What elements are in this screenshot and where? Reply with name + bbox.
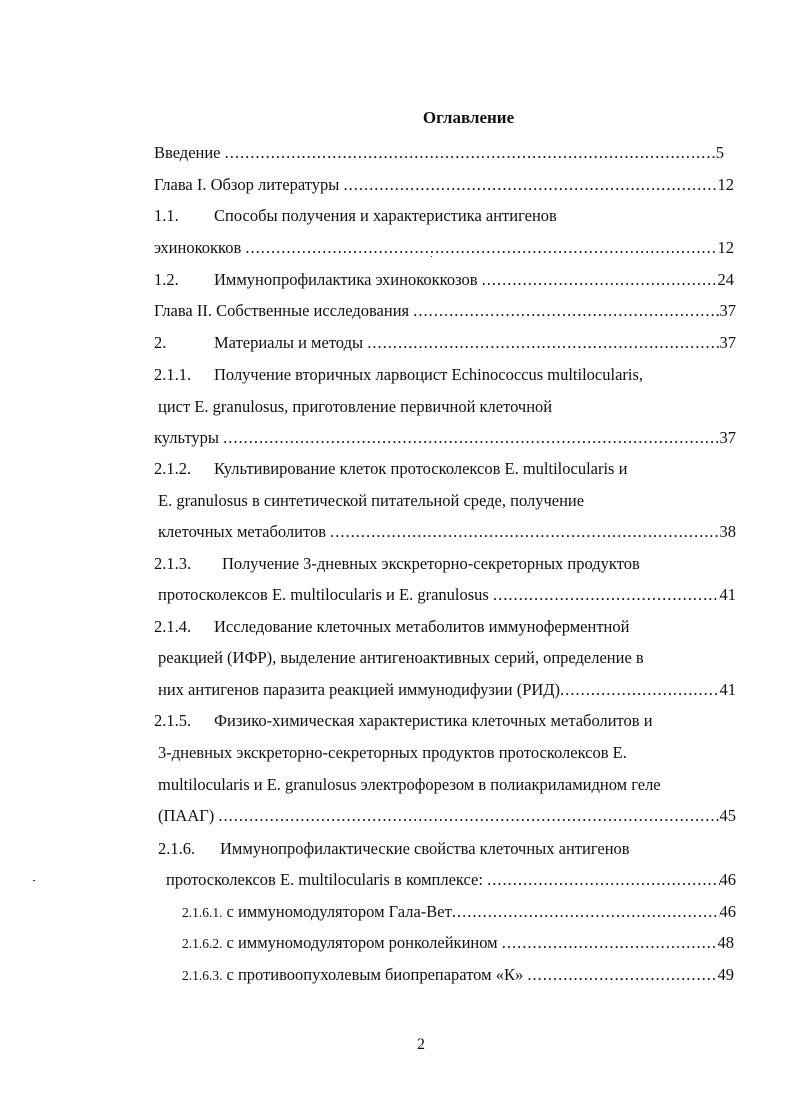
toc-entry-text: Получение вторичных ларвоцист Echinococcus multilocularis, bbox=[214, 365, 644, 384]
toc-page: 12 bbox=[717, 238, 734, 257]
toc-entry-2-1-6-cont bbox=[166, 868, 736, 892]
toc-entry-text: с противоопухолевым биопрепаратом «К» bbox=[226, 965, 528, 984]
toc-page: 48 bbox=[717, 933, 734, 952]
toc-number: 2.1.3. bbox=[154, 554, 192, 573]
toc-entry-text: цист E. granulosus, приготовление первичной клеточной bbox=[158, 397, 553, 416]
toc-number: 1.2. bbox=[154, 270, 179, 289]
toc-entry-text: Введение bbox=[154, 143, 225, 162]
toc-entry-text: протосколексов E. multilocularis в комплексе: bbox=[166, 870, 488, 889]
leader-dots bbox=[487, 868, 719, 892]
toc-entry-2-1-5-cont3 bbox=[158, 804, 736, 828]
toc-entry-introduction bbox=[154, 141, 724, 165]
toc-entry-2-1-6 bbox=[158, 837, 748, 861]
toc-entry-text: эхинококков bbox=[154, 238, 246, 257]
toc-entry-text: Материалы и методы bbox=[214, 333, 368, 352]
toc-entry-text: протосколексов E. multilocularis и E. granulosus bbox=[158, 585, 493, 604]
toc-entry-text: 3-дневных экскреторно-секреторных продуктов протосколексов E. bbox=[158, 743, 627, 762]
toc-entry-2-1-2-cont2 bbox=[158, 520, 736, 544]
toc-number: 2.1.6. bbox=[158, 839, 196, 858]
toc-page: 12 bbox=[717, 175, 734, 194]
toc-entry-2-1-1-cont bbox=[158, 395, 738, 419]
toc-entry-text: Иммунопрофилактика эхинококкозов bbox=[214, 270, 482, 289]
toc-entry-1-2 bbox=[154, 268, 734, 292]
toc-number: 2.1.6.1. bbox=[182, 905, 223, 920]
toc-number: 2. bbox=[154, 333, 167, 352]
toc-page: 38 bbox=[719, 522, 736, 541]
toc-entry-2-1-1-cont2 bbox=[154, 426, 736, 450]
toc-entry-chapter-1 bbox=[154, 173, 734, 197]
toc-number: 2.1.6.3. bbox=[182, 968, 223, 983]
toc-entry-text: Глава I. Обзор литературы bbox=[154, 175, 344, 194]
toc-number: 2.1.5. bbox=[154, 711, 192, 730]
toc-entry-text: клеточных метаболитов bbox=[158, 522, 331, 541]
toc-entry-text: (ПААГ) bbox=[158, 806, 219, 825]
toc-entry-2-1-4-cont bbox=[158, 646, 748, 670]
toc-page: 41 bbox=[719, 585, 736, 604]
toc-entry-text: Культивирование клеток протосколексов E. multilocularis и bbox=[214, 459, 628, 478]
toc-entry-2-1-6-3 bbox=[182, 963, 734, 987]
toc-entry-text: них антигенов паразита реакцией иммунодифузии (РИД) bbox=[158, 680, 561, 699]
toc-entry-2-1-3 bbox=[154, 552, 744, 576]
toc-entry-text: E. granulosus в синтетической питательной среде, получение bbox=[158, 491, 585, 510]
leader-dots bbox=[452, 900, 720, 924]
toc-entry-2-1-5-cont2 bbox=[158, 773, 758, 797]
toc-entry-1-1 bbox=[154, 204, 734, 228]
toc-entry-text: с иммуномодулятором Гала-Вет bbox=[226, 902, 452, 921]
toc-entry-text: культуры bbox=[154, 428, 224, 447]
toc-page: 46 bbox=[719, 902, 736, 921]
toc-entry-text: с иммуномодулятором ронколейкином bbox=[226, 933, 502, 952]
leader-dots bbox=[330, 520, 719, 544]
leader-dots bbox=[225, 141, 716, 165]
toc-number: 2.1.6.2. bbox=[182, 936, 223, 951]
page-title: Оглавление bbox=[422, 108, 515, 127]
toc-entry-2-1-3-cont bbox=[158, 583, 736, 607]
toc-page: 45 bbox=[719, 806, 736, 825]
leader-dots bbox=[413, 299, 719, 323]
toc-page: 49 bbox=[717, 965, 734, 984]
toc-page: 46 bbox=[719, 870, 736, 889]
page-number: 2 bbox=[417, 1036, 425, 1053]
toc-entry-2-1-5 bbox=[154, 709, 744, 733]
toc-entry-text: реакцией (ИФР), выделение антигеноактивных серий, определение в bbox=[158, 648, 644, 667]
leader-dots bbox=[502, 931, 718, 955]
toc-number: 1.1. bbox=[154, 206, 179, 225]
toc-number: 2.1.2. bbox=[154, 459, 192, 478]
leader-dots bbox=[493, 583, 720, 607]
toc-page: 37 bbox=[719, 428, 736, 447]
toc-page: 37 bbox=[719, 333, 736, 352]
leader-dots bbox=[482, 268, 718, 292]
toc-number: 2.1.4. bbox=[154, 617, 192, 636]
toc-entry-2-1-6-1 bbox=[182, 900, 736, 924]
toc-entry-1-1-cont bbox=[154, 236, 734, 260]
leader-dots bbox=[218, 804, 719, 828]
toc-entry-2-1-1 bbox=[154, 363, 744, 387]
toc-entry-2-1-4-cont2 bbox=[158, 678, 736, 702]
toc-entry-2-1-6-2 bbox=[182, 931, 734, 955]
toc-page: 24 bbox=[717, 270, 734, 289]
toc-entry-text: Иммунопрофилактические свойства клеточных антигенов bbox=[220, 839, 630, 858]
toc-page: 41 bbox=[719, 680, 736, 699]
toc-entry-text: multilocularis и E. granulosus электрофорезом в полиакриламидном геле bbox=[158, 775, 661, 794]
toc-page: 37 bbox=[719, 301, 736, 320]
toc-entry-text: Физико-химическая характеристика клеточных метаболитов и bbox=[214, 711, 653, 730]
toc-entry-2 bbox=[154, 331, 736, 355]
toc-number: 2.1.1. bbox=[154, 365, 192, 384]
toc-entry-2-1-2-cont bbox=[158, 489, 738, 513]
toc-entry-text: Глава II. Собственные исследования bbox=[154, 301, 414, 320]
scan-speck bbox=[33, 880, 35, 881]
toc-entry-2-1-4 bbox=[154, 615, 744, 639]
scan-speck bbox=[431, 256, 432, 257]
toc-entry-text: Исследование клеточных метаболитов иммуноферментной bbox=[214, 617, 630, 636]
leader-dots bbox=[560, 678, 719, 702]
toc-entry-text: Способы получения и характеристика антигенов bbox=[214, 206, 557, 225]
leader-dots bbox=[343, 173, 717, 197]
leader-dots bbox=[245, 236, 717, 260]
toc-page: 5 bbox=[715, 143, 724, 162]
leader-dots bbox=[367, 331, 719, 355]
toc-entry-chapter-2 bbox=[154, 299, 736, 323]
leader-dots bbox=[223, 426, 719, 450]
toc-entry-2-1-2 bbox=[154, 457, 744, 481]
leader-dots bbox=[527, 963, 717, 987]
toc-entry-text: Получение 3-дневных экскреторно-секреторных продуктов bbox=[222, 554, 640, 573]
toc-entry-2-1-5-cont bbox=[158, 741, 748, 765]
